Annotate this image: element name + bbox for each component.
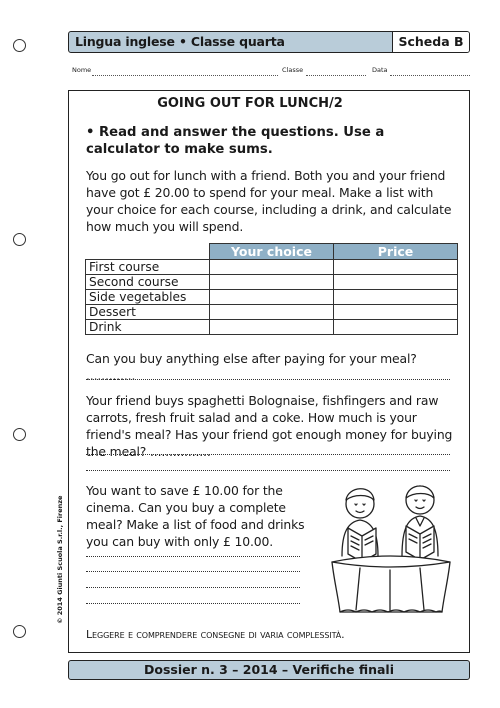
question-1: Can you buy anything else after paying for your meal? ............. <box>86 351 417 383</box>
table-row <box>86 275 458 290</box>
price-cell[interactable] <box>334 305 458 320</box>
choice-cell[interactable] <box>210 320 334 335</box>
table-row <box>86 290 458 305</box>
answer-line[interactable] <box>86 571 300 572</box>
class-field[interactable] <box>306 75 366 76</box>
answer-line[interactable] <box>86 454 450 455</box>
page-header <box>68 31 470 53</box>
meal-table <box>85 243 458 335</box>
footer-bar: Dossier n. 3 – 2014 – Verifiche finali <box>68 660 470 680</box>
choice-cell[interactable] <box>210 275 334 290</box>
answer-line[interactable] <box>86 603 300 604</box>
question-3: You want to save £ 10.00 for the cinema. Can you buy a complete meal? Make a list of food and drinks you can buy with only £ 10.00. <box>86 483 305 549</box>
tablecloth <box>332 562 450 612</box>
price-cell[interactable] <box>334 275 458 290</box>
kids-at-table-illustration <box>326 470 456 618</box>
question-2: Your friend buys spaghetti Bolognaise, fishfingers and raw carrots, fresh fruit salad and a coke. How much is your friend's meal? Has your friend got enough money for buying the meal? ................ <box>86 393 453 459</box>
price-cell[interactable] <box>334 260 458 275</box>
worksheet-title: GOING OUT FOR LUNCH/2 <box>157 96 343 111</box>
choice-cell[interactable] <box>210 290 334 305</box>
table-row <box>86 305 458 320</box>
row-label: First course <box>86 260 210 275</box>
intro-text: You go out for lunch with a friend. Both you and your friend have got £ 20.00 to spend for your meal. Make a list with your choice for each course, including a drink, and calculate how much you will spend. <box>86 168 452 234</box>
binder-hole <box>13 39 26 52</box>
price-cell[interactable] <box>334 290 458 305</box>
answer-line[interactable] <box>86 587 300 588</box>
header-your-choice: Your choice <box>210 244 334 260</box>
student-info <box>72 66 470 78</box>
date-label: Data <box>372 66 388 74</box>
instruction: • Read and answer the questions. Use a calculator to make sums. <box>86 125 385 157</box>
choice-cell[interactable] <box>210 260 334 275</box>
price-cell[interactable] <box>334 320 458 335</box>
subject-label: Lingua inglese • Classe quarta <box>75 34 285 49</box>
table-row <box>86 260 458 275</box>
skill-note: Leggere e comprendere consegne di varia complessità. <box>86 628 345 641</box>
row-label: Drink <box>86 320 210 335</box>
date-field[interactable] <box>390 75 470 76</box>
copyright-note: © 2014 Giunti Scuola S.r.l., Firenze <box>56 495 64 624</box>
binder-hole <box>13 233 26 246</box>
row-label: Dessert <box>86 305 210 320</box>
binder-hole <box>13 625 26 638</box>
row-label: Second course <box>86 275 210 290</box>
table-corner <box>86 244 210 260</box>
class-label: Classe <box>282 66 304 74</box>
row-label: Side vegetables <box>86 290 210 305</box>
answer-line[interactable] <box>86 379 450 380</box>
sheet-label: Scheda B <box>392 32 469 52</box>
choice-cell[interactable] <box>210 305 334 320</box>
table-row <box>86 320 458 335</box>
table-top <box>332 556 450 567</box>
header-price: Price <box>334 244 458 260</box>
name-label: Nome <box>72 66 92 74</box>
name-field[interactable] <box>92 75 278 76</box>
answer-line[interactable] <box>86 556 300 557</box>
binder-hole <box>13 428 26 441</box>
